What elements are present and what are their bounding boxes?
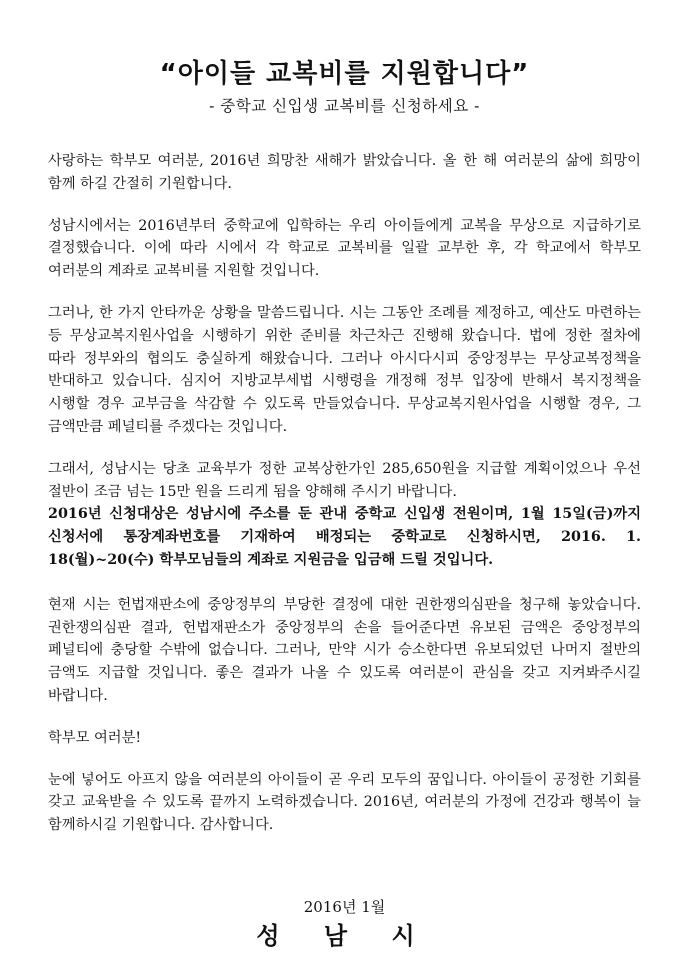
closing-paragraph: 눈에 넣어도 아프지 않을 여러분의 아이들이 곧 우리 모두의 꿈입니다. 아이들이 공정한 기회를 갖고 교육받을 수 있도록 끝까지 노력하겠습니다. 2016년, 여러분의 가정에 건강과 행복이 늘 함께하시길 기원합니다. 감사합니다. <box>48 771 641 834</box>
greeting-paragraph: 사랑하는 학부모 여러분, 2016년 희망찬 새해가 밝았습니다. 올 한 해 여러분의 삶에 희망이 함께 하길 간절히 기원합니다. <box>48 153 641 192</box>
salutation: 학부모 여러분! <box>48 729 142 746</box>
amount-paragraph: 그래서, 성남시는 당초 교육부가 정한 교복상한가인 285,650원을 지급할 계획이었으나 우선 절반이 조금 넘는 15만 원을 드리게 됨을 양해해 주시기 바랍니다. <box>48 460 641 500</box>
signature: 성 남 시 <box>256 921 433 950</box>
court-paragraph: 현재 시는 헌법재판소에 중앙정부의 부당한 결정에 대한 권한쟁의심판을 청구해 놓았습니다. 권한쟁의심판 결과, 헌법재판소가 중앙정부의 손을 들어준다면 유보된 금액은 중앙정부의 페널티에 충당할 수밖에 없습니다. 그러나, 만약 시가 승소한다면 유보되었던 나머지 절반의 금액도 지급할 것입니다. 좋은 결과가 나올 수 있도록 여러분이 관심을 갖고 지켜봐주시길 바랍니다. <box>48 596 641 704</box>
letter-title: “아이들 교복비를 지원합니다” <box>159 59 530 89</box>
situation-paragraph: 그러나, 한 가지 안타까운 상황을 말씀드립니다. 시는 그동안 조례를 제정하고, 예산도 마련하는 등 무상교복지원사업을 시행하기 위한 준비를 차근차근 진행해 왔습니다. 법에 정한 절차에 따라 정부와의 협의도 충실하게 해왔습니다. 그러나 아시다시피 중앙정부는 무상교복정책을 반대하고 있습니다. 심지어 지방교부세법 시행령을 개정해 정부 입장에 반해서 복지정책을 시행할 경우 교부금을 삭감할 수 있도록 만들었습니다. 무상교복지원사업을 시행할 경우, 그 금액만큼 페널티를 주겠다는 것입니다. <box>48 304 641 435</box>
letter-date: 2016년 1월 <box>303 897 386 916</box>
letter-subtitle: - 중학교 신입생 교복비를 신청하세요 - <box>209 97 480 115</box>
application-notice: 2016년 신청대상은 성남시에 주소를 둔 관내 중학교 신입생 전원이며, 1월 15일(금)까지 신청서에 통장계좌번호를 기재하여 배정되는 중학교로 신청하시면, 2016. 1. 18(월)~20(수) 학부모님들의 계좌로 지원금을 입금해 드릴 것입니다. <box>48 506 641 568</box>
policy-paragraph: 성남시에서는 2016년부터 중학교에 입학하는 우리 아이들에게 교복을 무상으로 지급하기로 결정했습니다. 이에 따라 시에서 각 학교로 교복비를 일괄 교부한 후, 각 학교에서 학부모 여러분의 계좌로 교복비를 지원할 것입니다. <box>48 217 641 280</box>
